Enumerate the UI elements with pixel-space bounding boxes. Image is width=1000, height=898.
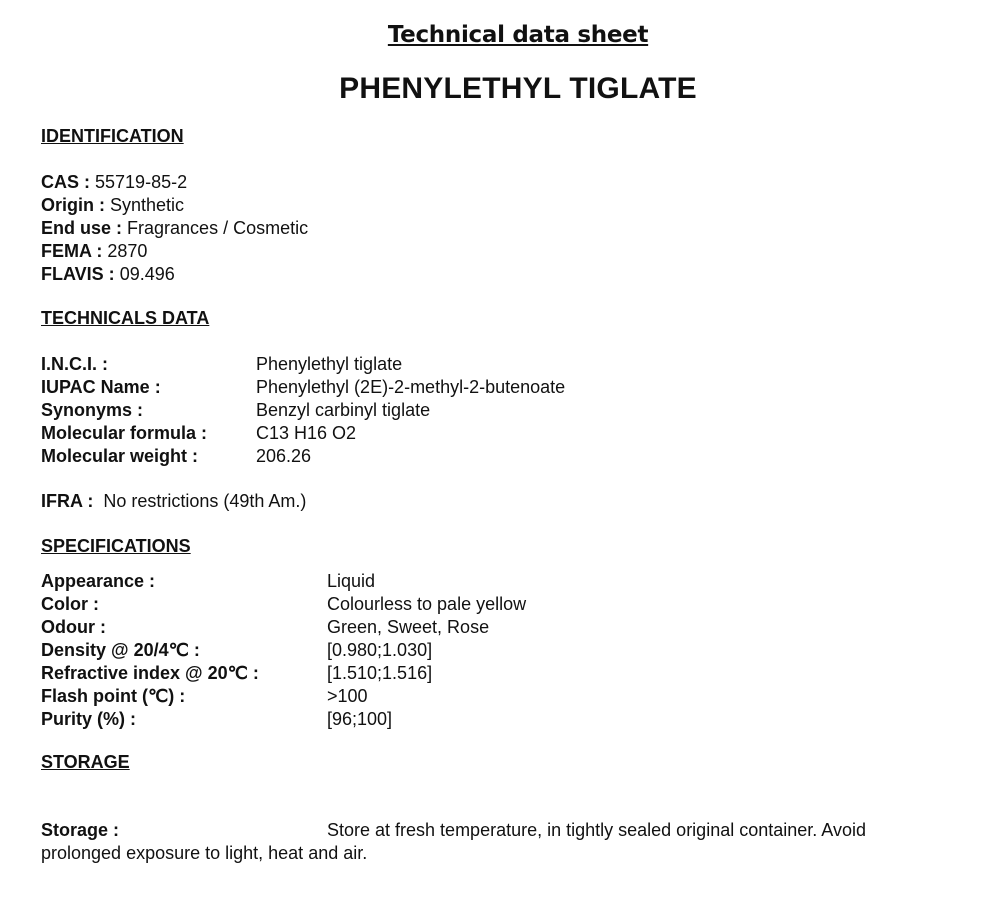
field-label: Odour : — [41, 617, 106, 637]
field-value: Store at fresh temperature, in tightly sealed original container. Avoid prolonged exposure to light, heat and air. — [41, 820, 866, 863]
field-label: Color : — [41, 594, 99, 614]
technical-data-heading: TECHNICALS DATA — [41, 308, 210, 328]
identification-fema — [41, 240, 147, 262]
field-value: 55719-85-2 — [95, 172, 188, 192]
specifications-heading: SPECIFICATIONS — [41, 536, 191, 556]
field-label: CAS : — [41, 172, 90, 192]
field-label: Refractive index @ 20℃ : — [41, 663, 259, 683]
ifra-line — [41, 490, 306, 512]
field-value: Colourless to pale yellow — [327, 594, 527, 614]
field-value: No restrictions (49th Am.) — [103, 491, 307, 511]
field-label: Origin : — [41, 195, 105, 215]
identification-flavis — [41, 263, 175, 285]
field-value: [1.510;1.516] — [327, 663, 433, 683]
field-label: Molecular weight : — [41, 446, 199, 466]
field-label: IFRA : — [41, 491, 94, 511]
storage-paragraph — [41, 819, 941, 865]
field-value: [0.980;1.030] — [327, 640, 433, 660]
field-value: Liquid — [327, 571, 376, 591]
field-value: >100 — [327, 686, 368, 706]
field-label: Appearance : — [41, 571, 156, 591]
field-value: Synthetic — [110, 195, 185, 215]
field-label: Density @ 20/4℃ : — [41, 640, 200, 660]
field-value: Phenylethyl tiglate — [256, 354, 403, 374]
field-value: Green, Sweet, Rose — [327, 617, 490, 637]
document-title: Technical data sheet — [387, 22, 649, 48]
identification-origin — [41, 194, 184, 216]
storage-heading: STORAGE — [41, 752, 130, 772]
field-label: FLAVIS : — [41, 264, 115, 284]
field-value: 206.26 — [256, 446, 312, 466]
field-label: Purity (%) : — [41, 709, 137, 729]
field-value: 09.496 — [119, 264, 175, 284]
field-label: IUPAC Name : — [41, 377, 161, 397]
identification-cas — [41, 171, 187, 193]
field-label: Molecular formula : — [41, 423, 208, 443]
field-label: Synonyms : — [41, 400, 144, 420]
field-value: C13 H16 O2 — [256, 423, 357, 443]
field-label: Flash point (℃) : — [41, 686, 186, 706]
field-value: Phenylethyl (2E)-2-methyl-2-butenoate — [256, 377, 566, 397]
identification-end-use — [41, 217, 308, 239]
identification-heading: IDENTIFICATION — [41, 126, 184, 146]
field-label: FEMA : — [41, 241, 103, 261]
field-value: Benzyl carbinyl tiglate — [256, 400, 431, 420]
field-label: Storage : — [41, 820, 120, 840]
field-value: Fragrances / Cosmetic — [127, 218, 309, 238]
field-value: 2870 — [107, 241, 148, 261]
field-label: End use : — [41, 218, 123, 238]
field-value: [96;100] — [327, 709, 393, 729]
field-label: I.N.C.I. : — [41, 354, 108, 374]
product-name: PHENYLETHYL TIGLATE — [339, 72, 697, 105]
